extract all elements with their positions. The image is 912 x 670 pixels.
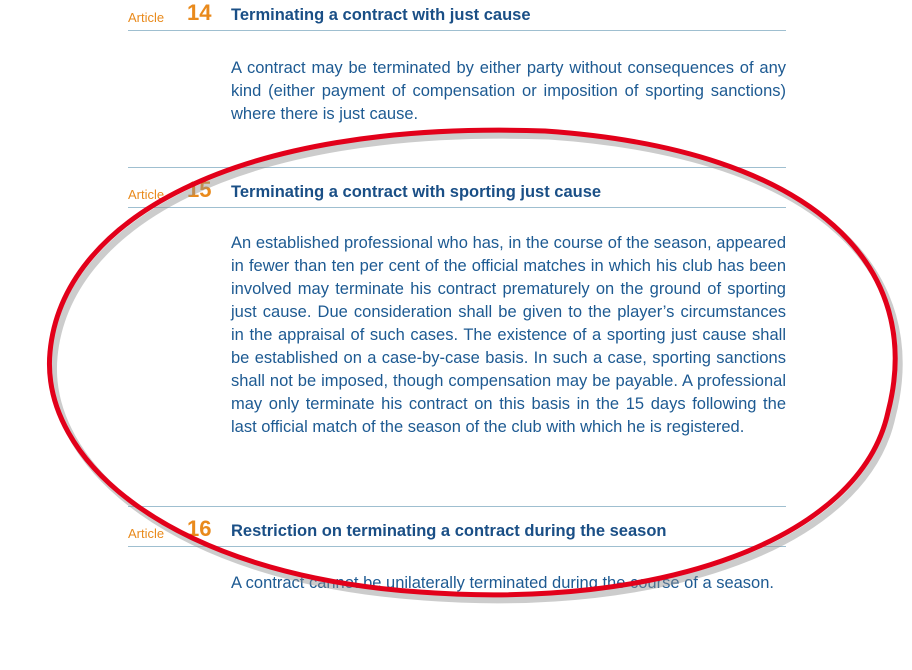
section-divider	[128, 167, 786, 168]
article-title: Terminating a contract with just cause	[231, 6, 531, 24]
article-label: Article	[128, 187, 165, 202]
article-label: Article	[128, 10, 165, 25]
article-number: 16	[187, 516, 212, 541]
article-body: A contract cannot be unilaterally terminated during the course of a season.	[231, 574, 774, 592]
article-title: Restriction on terminating a contract during the season	[231, 522, 667, 540]
article-body: A contract may be terminated by either party without consequences of any kind (either payment of compensation or imposition of sporting sanctions) where there is just cause.	[231, 59, 786, 123]
article-header	[128, 177, 786, 208]
article-header	[128, 0, 786, 31]
article-16	[128, 516, 786, 592]
article-label: Article	[128, 526, 165, 541]
article-title: Terminating a contract with sporting just cause	[231, 183, 602, 201]
article-15	[128, 177, 786, 436]
article-number: 15	[187, 177, 212, 202]
article-number: 14	[187, 0, 212, 25]
article-body: An established professional who has, in the course of the season, appeared in fewer than ten per cent of the official matches in which his club has been involved may terminate his contract prematurely on the ground of sporting just cause. Due consideration shall be given to the player’s circumstances in the appraisal of such cases. The existence of a sporting just cause shall be established on a case-by-case basis. In such a case, sporting sanctions shall not be imposed, though compensation may be payable. A professional may only terminate his contract on this basis in the 15 days following the last official match of the season of the club with which he is registered.	[231, 234, 786, 436]
section-divider	[128, 506, 786, 507]
article-header	[128, 516, 786, 547]
article-14	[128, 0, 786, 123]
